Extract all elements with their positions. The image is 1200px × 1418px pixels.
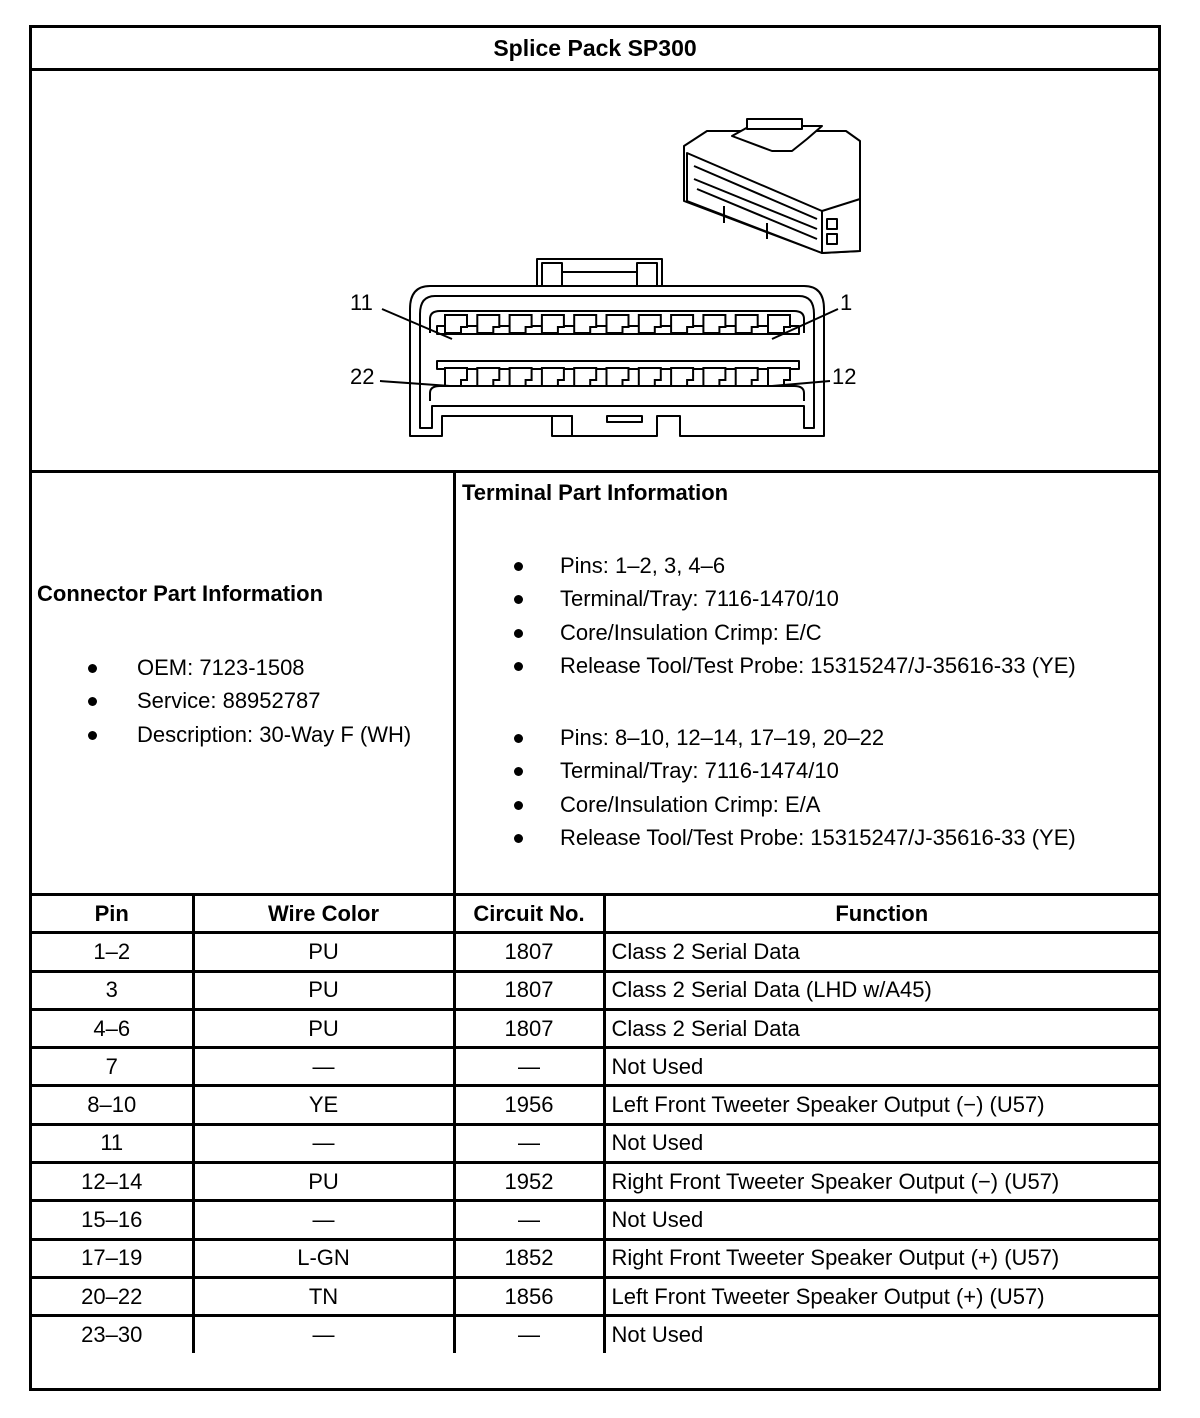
header-circuit-no: Circuit No. xyxy=(454,896,604,933)
wire-color-cell: TN xyxy=(193,1277,454,1315)
circuit-cell: 1852 xyxy=(454,1239,604,1277)
pin-label-12: 12 xyxy=(832,364,857,389)
function-cell: Right Front Tweeter Speaker Output (−) (U57) xyxy=(604,1163,1158,1201)
wire-color-cell: — xyxy=(193,1316,454,1353)
table-row xyxy=(32,971,1158,1009)
pin-label-22: 22 xyxy=(350,364,375,389)
table-row xyxy=(32,933,1158,971)
header-pin: Pin xyxy=(32,896,193,933)
function-cell: Left Front Tweeter Speaker Output (−) (U57) xyxy=(604,1086,1158,1124)
table-row xyxy=(32,1277,1158,1315)
table-row xyxy=(32,1316,1158,1353)
terminal-cavity xyxy=(574,315,596,333)
terminal-cavity xyxy=(574,368,596,386)
table-row xyxy=(32,1048,1158,1086)
list-item: Terminal/Tray: 7116-1470/10 xyxy=(514,582,1076,615)
pin-cell: 4–6 xyxy=(32,1009,193,1047)
list-item: Service: 88952787 xyxy=(88,684,411,717)
terminal-cavity xyxy=(671,315,693,333)
wire-color-cell: PU xyxy=(193,1163,454,1201)
connector-face xyxy=(410,259,824,436)
terminal-cavity xyxy=(671,368,693,386)
connector-3d-view xyxy=(684,119,860,253)
circuit-cell: 1807 xyxy=(454,971,604,1009)
wire-color-cell: — xyxy=(193,1124,454,1162)
terminal-info-heading: Terminal Part Information xyxy=(462,480,729,505)
pinout-table xyxy=(32,896,1158,1353)
list-item: Release Tool/Test Probe: 15315247/J-35616-33 (YE) xyxy=(514,821,1076,854)
pin-cell: 11 xyxy=(32,1124,193,1162)
terminal-cavity xyxy=(768,315,790,333)
table-row xyxy=(32,1086,1158,1124)
function-cell: Not Used xyxy=(604,1048,1158,1086)
connector-drawing xyxy=(32,71,1158,470)
terminal-cavity xyxy=(639,368,661,386)
pin-label-1: 1 xyxy=(840,290,853,315)
header-function: Function xyxy=(604,896,1158,933)
list-item: Core/Insulation Crimp: E/C xyxy=(514,616,1076,649)
list-item: Pins: 8–10, 12–14, 17–19, 20–22 xyxy=(514,721,1076,754)
circuit-cell: — xyxy=(454,1316,604,1353)
pin-cell: 3 xyxy=(32,971,193,1009)
circuit-cell: 1856 xyxy=(454,1277,604,1315)
circuit-cell: — xyxy=(454,1048,604,1086)
terminal-cavity xyxy=(542,368,564,386)
list-item: Terminal/Tray: 7116-1474/10 xyxy=(514,754,1076,787)
circuit-cell: 1807 xyxy=(454,933,604,971)
terminal-cavity xyxy=(768,368,790,386)
pin-cell: 7 xyxy=(32,1048,193,1086)
function-cell: Not Used xyxy=(604,1316,1158,1353)
terminal-cavity xyxy=(736,315,758,333)
terminal-cavities xyxy=(445,315,790,386)
pin-cell: 17–19 xyxy=(32,1239,193,1277)
circuit-cell: 1952 xyxy=(454,1163,604,1201)
function-cell: Not Used xyxy=(604,1201,1158,1239)
list-item: Core/Insulation Crimp: E/A xyxy=(514,788,1076,821)
pin-cell: 12–14 xyxy=(32,1163,193,1201)
table-row xyxy=(32,1201,1158,1239)
circuit-cell: — xyxy=(454,1124,604,1162)
pin-cell: 15–16 xyxy=(32,1201,193,1239)
page-title: Splice Pack SP300 xyxy=(493,34,697,61)
terminal-cavity xyxy=(703,368,725,386)
terminal-info-group-2 xyxy=(514,721,1076,854)
wire-color-cell: PU xyxy=(193,933,454,971)
wire-color-cell: YE xyxy=(193,1086,454,1124)
wire-color-cell: — xyxy=(193,1201,454,1239)
pin-label-11: 11 xyxy=(350,290,373,315)
table-row xyxy=(32,1009,1158,1047)
pin-cell: 23–30 xyxy=(32,1316,193,1353)
terminal-cavity xyxy=(510,368,532,386)
circuit-cell: 1807 xyxy=(454,1009,604,1047)
terminal-cavity xyxy=(477,315,499,333)
function-cell: Not Used xyxy=(604,1124,1158,1162)
terminal-cavity xyxy=(510,315,532,333)
function-cell: Class 2 Serial Data xyxy=(604,1009,1158,1047)
terminal-cavity xyxy=(542,315,564,333)
table-row xyxy=(32,1163,1158,1201)
terminal-cavity xyxy=(445,368,467,386)
terminal-cavity xyxy=(607,368,629,386)
function-cell: Right Front Tweeter Speaker Output (+) (U57) xyxy=(604,1239,1158,1277)
wire-color-cell: — xyxy=(193,1048,454,1086)
function-cell: Class 2 Serial Data (LHD w/A45) xyxy=(604,971,1158,1009)
connector-info-list xyxy=(88,651,411,751)
pin-cell: 1–2 xyxy=(32,933,193,971)
table-header-row xyxy=(32,896,1158,933)
wire-color-cell: L-GN xyxy=(193,1239,454,1277)
terminal-cavity xyxy=(445,315,467,333)
list-item: Release Tool/Test Probe: 15315247/J-35616-33 (YE) xyxy=(514,649,1076,682)
connector-sheet xyxy=(29,25,1161,1391)
table-row xyxy=(32,1239,1158,1277)
wire-color-cell: PU xyxy=(193,971,454,1009)
connector-part-information xyxy=(32,473,453,893)
function-cell: Left Front Tweeter Speaker Output (+) (U57) xyxy=(604,1277,1158,1315)
wire-color-cell: PU xyxy=(193,1009,454,1047)
list-item: OEM: 7123-1508 xyxy=(88,651,411,684)
connector-figure xyxy=(32,71,1158,470)
connector-info-heading: Connector Part Information xyxy=(37,581,324,606)
terminal-cavity xyxy=(607,315,629,333)
circuit-cell: 1956 xyxy=(454,1086,604,1124)
terminal-cavity xyxy=(477,368,499,386)
circuit-cell: — xyxy=(454,1201,604,1239)
terminal-cavity xyxy=(639,315,661,333)
list-item: Description: 30-Way F (WH) xyxy=(88,718,411,751)
terminal-info-group-1 xyxy=(514,549,1076,682)
terminal-cavity xyxy=(736,368,758,386)
terminal-cavity xyxy=(703,315,725,333)
list-item: Pins: 1–2, 3, 4–6 xyxy=(514,549,1076,582)
terminal-part-information xyxy=(456,473,1158,893)
function-cell: Class 2 Serial Data xyxy=(604,933,1158,971)
header-wire-color: Wire Color xyxy=(193,896,454,933)
pin-cell: 20–22 xyxy=(32,1277,193,1315)
pin-cell: 8–10 xyxy=(32,1086,193,1124)
table-row xyxy=(32,1124,1158,1162)
